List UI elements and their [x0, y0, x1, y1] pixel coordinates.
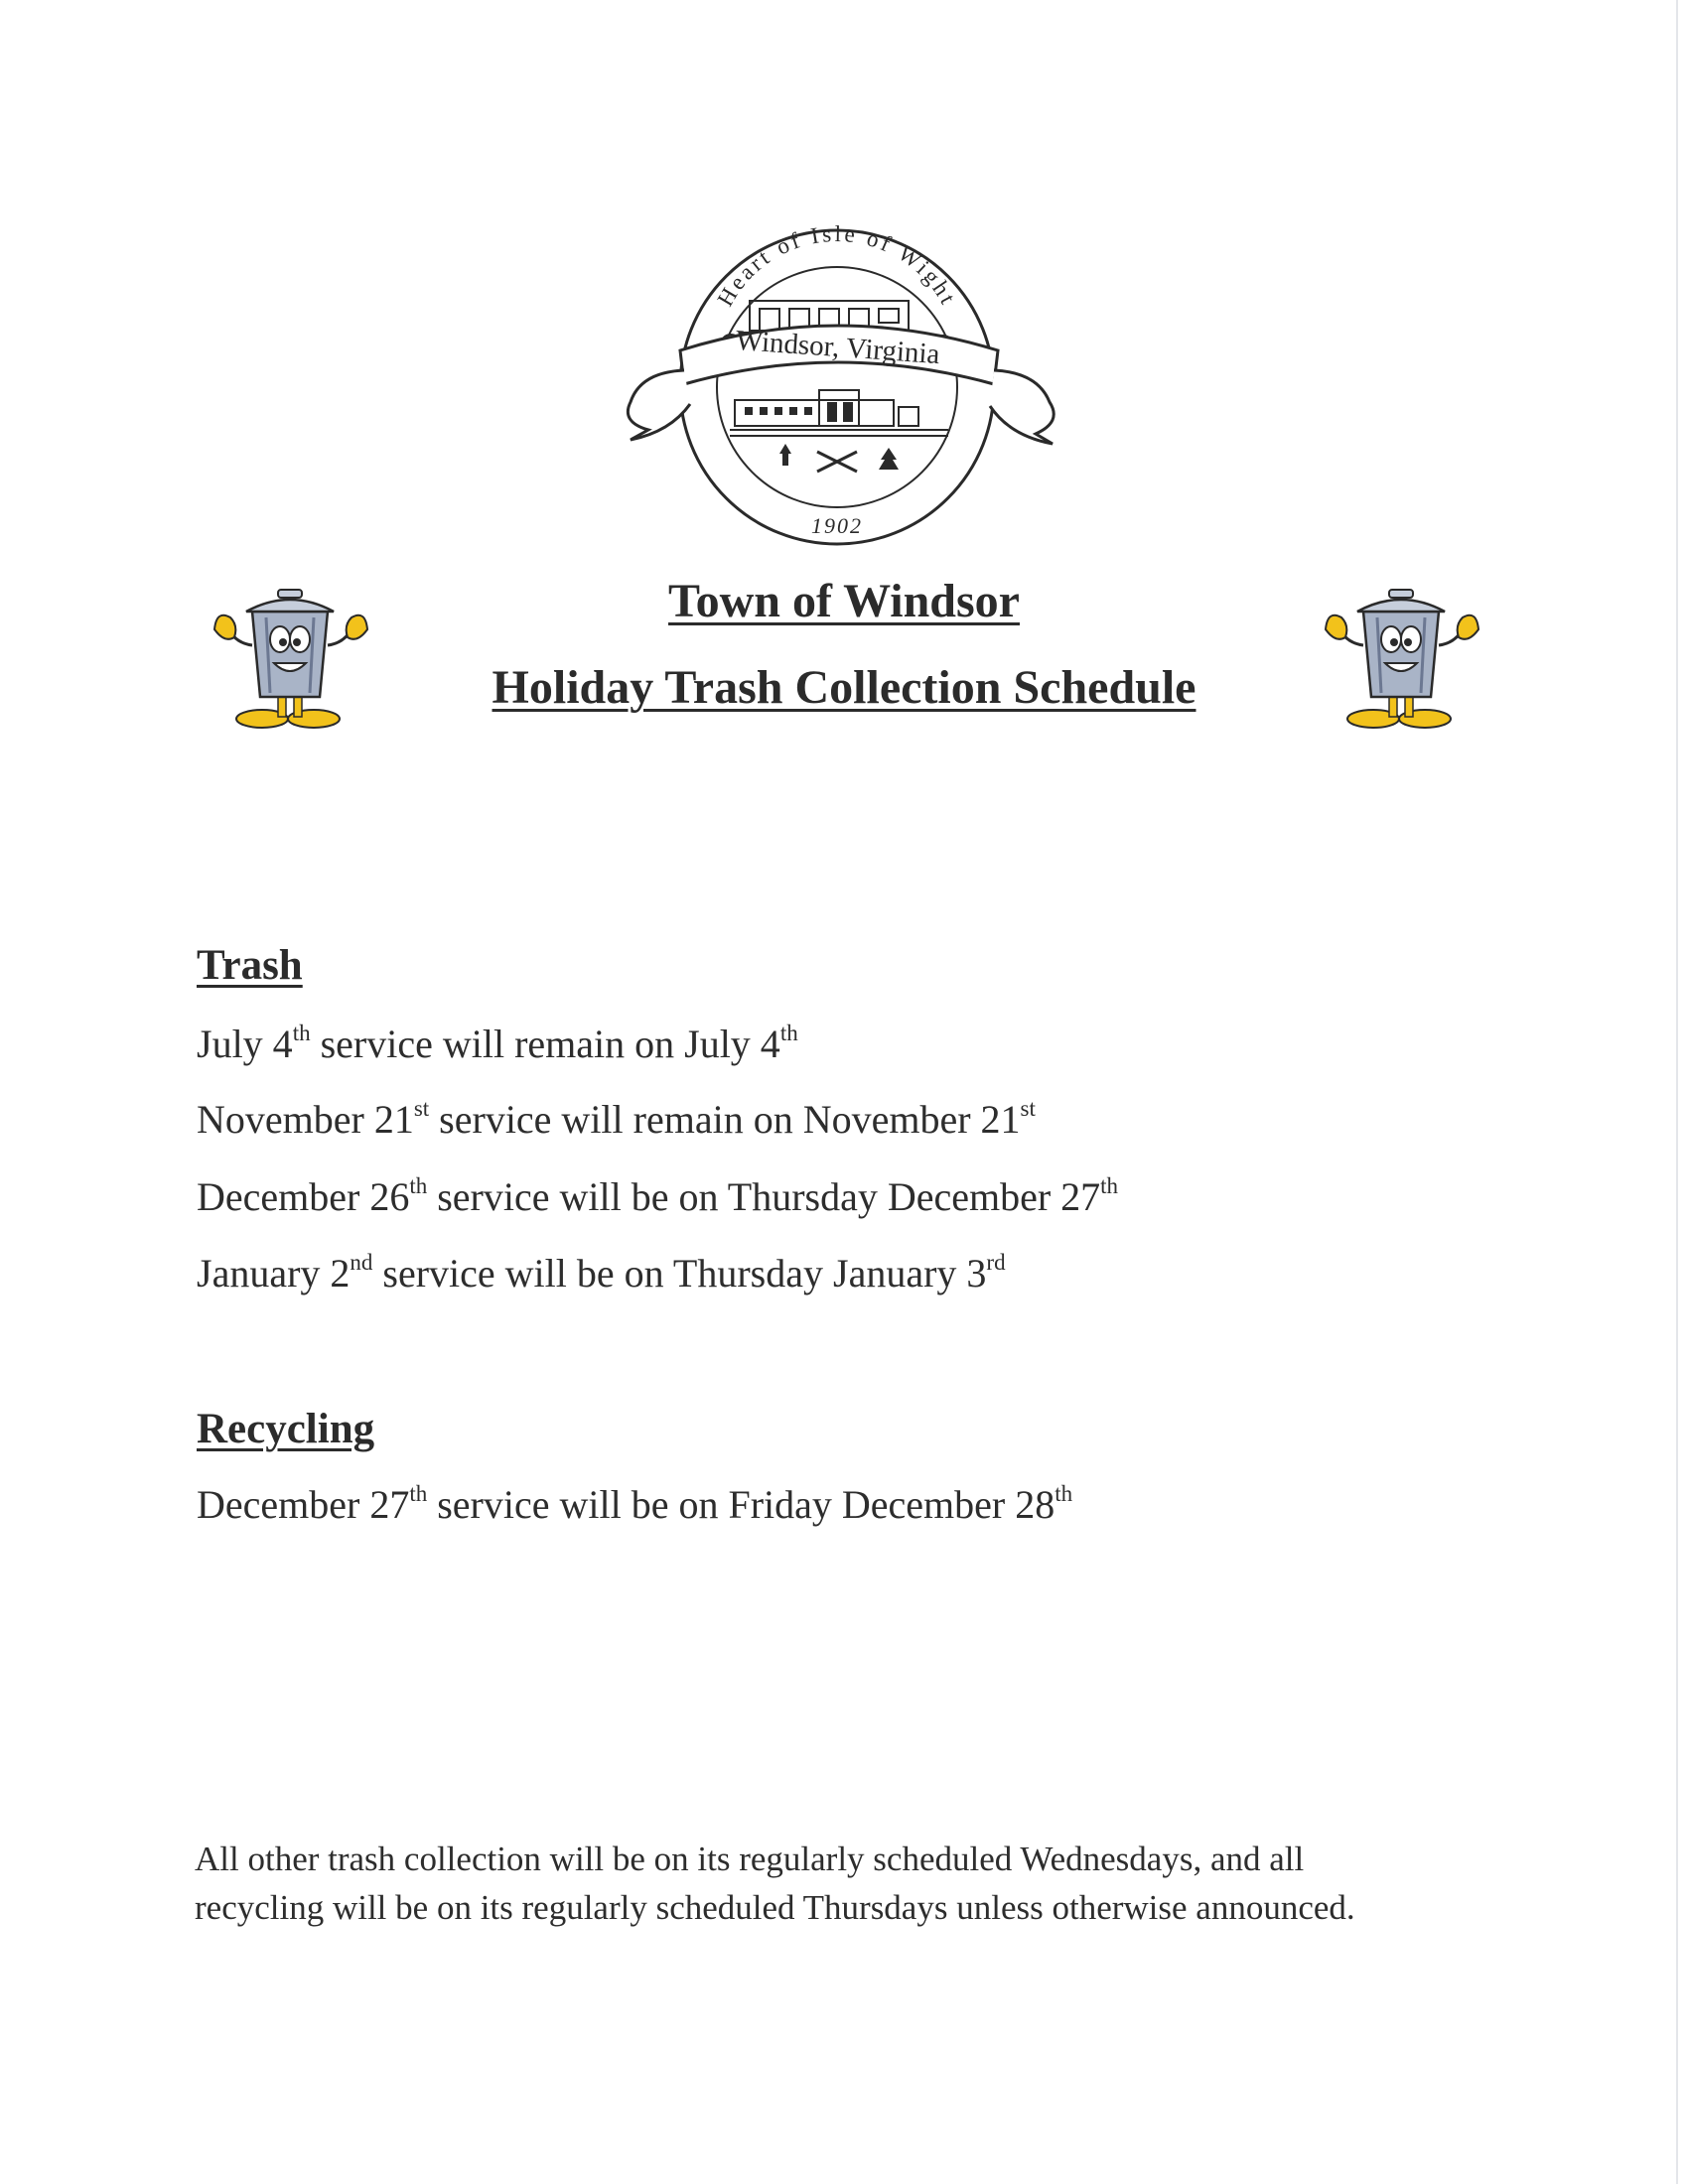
seal-year: 1902 — [811, 513, 863, 538]
recycling-schedule-line — [197, 1481, 1072, 1528]
seal-banner-text: Windsor, Virginia — [734, 324, 941, 371]
original-date: January 2 — [197, 1251, 351, 1296]
ordinal-suffix: th — [292, 1021, 311, 1045]
service-text: service will remain on November 21 — [429, 1097, 1021, 1142]
original-date: July 4 — [197, 1022, 293, 1066]
service-text: service will remain on July 4 — [310, 1022, 780, 1066]
page-edge — [1676, 0, 1678, 2184]
page-title-text: Town of Windsor — [668, 575, 1020, 627]
ordinal-suffix: th — [409, 1481, 428, 1506]
recycling-heading: Recycling — [197, 1406, 375, 1452]
page-subtitle-text: Holiday Trash Collection Schedule — [492, 661, 1196, 714]
service-text: service will be on Thursday January 3 — [372, 1251, 987, 1296]
ordinal-suffix: th — [1100, 1173, 1119, 1198]
ordinal-suffix: th — [1055, 1481, 1073, 1506]
trash-schedule-line — [197, 1173, 1118, 1220]
trash-schedule-line — [197, 1096, 1036, 1143]
town-seal — [601, 223, 1067, 556]
seal-arc-text: Heart of Isle of Wight — [712, 223, 962, 311]
ordinal-suffix: st — [1020, 1096, 1036, 1121]
ordinal-suffix: th — [409, 1173, 428, 1198]
trash-schedule-line — [197, 1250, 1006, 1297]
original-date: December 27 — [197, 1482, 410, 1527]
footnote-line: All other trash collection will be on its regularly scheduled Wednesdays, and all — [195, 1840, 1305, 1878]
ordinal-suffix: th — [779, 1021, 798, 1045]
ordinal-suffix: rd — [986, 1250, 1006, 1275]
ordinal-suffix: st — [413, 1096, 430, 1121]
page-subtitle — [0, 660, 1688, 715]
footnote-line: recycling will be on its regularly scheduled Thursdays unless otherwise announced. — [195, 1888, 1355, 1927]
footnote — [195, 1835, 1505, 1932]
trash-schedule-line — [197, 1021, 798, 1067]
service-text: service will be on Thursday December 27 — [427, 1174, 1101, 1219]
service-text: service will be on Friday December 28 — [427, 1482, 1055, 1527]
page-title — [0, 574, 1688, 628]
ordinal-suffix: nd — [350, 1250, 373, 1275]
original-date: December 26 — [197, 1174, 410, 1219]
trash-heading: Trash — [197, 942, 303, 989]
original-date: November 21 — [197, 1097, 414, 1142]
